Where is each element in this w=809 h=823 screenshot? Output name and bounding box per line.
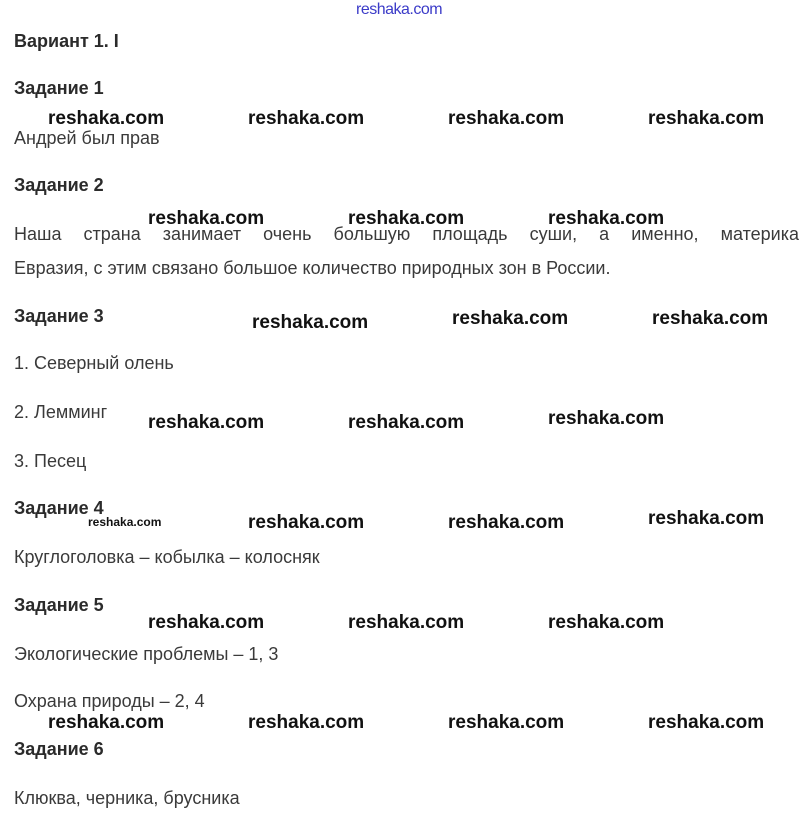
task-3-answer-3: 3. Песец bbox=[14, 451, 87, 471]
watermark: reshaka.com bbox=[248, 512, 365, 533]
watermark: reshaka.com bbox=[148, 612, 265, 633]
task-6-heading: Задание 6 bbox=[14, 739, 104, 759]
task-5-answer-1: Экологические проблемы – 1, 3 bbox=[14, 644, 279, 664]
watermark: reshaka.com bbox=[448, 108, 565, 129]
watermark: reshaka.com bbox=[48, 108, 165, 129]
task-1-heading: Задание 1 bbox=[14, 78, 104, 98]
task-5-heading: Задание 5 bbox=[14, 595, 104, 615]
watermark: reshaka.com bbox=[252, 312, 369, 333]
watermark: reshaka.com bbox=[348, 208, 465, 229]
task-1-answer: Андрей был прав bbox=[14, 128, 160, 148]
document-title: Вариант 1. I bbox=[14, 31, 119, 51]
watermark: reshaka.com bbox=[648, 108, 765, 129]
watermark: reshaka.com bbox=[452, 308, 569, 329]
watermark: reshaka.com bbox=[348, 612, 465, 633]
watermark: reshaka.com bbox=[548, 408, 665, 429]
watermark: reshaka.com bbox=[648, 508, 765, 529]
watermark: reshaka.com bbox=[652, 308, 769, 329]
watermark: reshaka.com bbox=[348, 412, 465, 433]
watermark: reshaka.com bbox=[248, 108, 365, 129]
task-3-heading: Задание 3 bbox=[14, 306, 104, 326]
task-5-answer-2: Охрана природы – 2, 4 bbox=[14, 691, 205, 711]
watermark: reshaka.com bbox=[48, 712, 165, 733]
task-2-heading: Задание 2 bbox=[14, 175, 104, 195]
watermark: reshaka.com bbox=[88, 515, 162, 529]
watermark: reshaka.com bbox=[548, 208, 665, 229]
task-3-answer-2: 2. Лемминг bbox=[14, 402, 108, 422]
task-4-heading: Задание 4 bbox=[14, 498, 104, 518]
task-2-answer-line-2: Евразия, с этим связано большое количество природных зон в России. bbox=[14, 258, 611, 278]
watermark: reshaka.com bbox=[248, 712, 365, 733]
task-6-answer: Клюква, черника, брусника bbox=[14, 788, 240, 808]
watermark: reshaka.com bbox=[148, 412, 265, 433]
task-2-answer-line-1: Наша страна занимает очень большую площадь суши, а именно, материка bbox=[14, 224, 799, 244]
watermark: reshaka.com bbox=[448, 712, 565, 733]
watermark: reshaka.com bbox=[648, 712, 765, 733]
watermark: reshaka.com bbox=[548, 612, 665, 633]
site-header-link[interactable]: reshaka.com bbox=[356, 1, 443, 18]
watermark: reshaka.com bbox=[448, 512, 565, 533]
task-4-answer: Круглоголовка – кобылка – колосняк bbox=[14, 547, 320, 567]
task-3-answer-1: 1. Северный олень bbox=[14, 353, 174, 373]
watermark: reshaka.com bbox=[148, 208, 265, 229]
